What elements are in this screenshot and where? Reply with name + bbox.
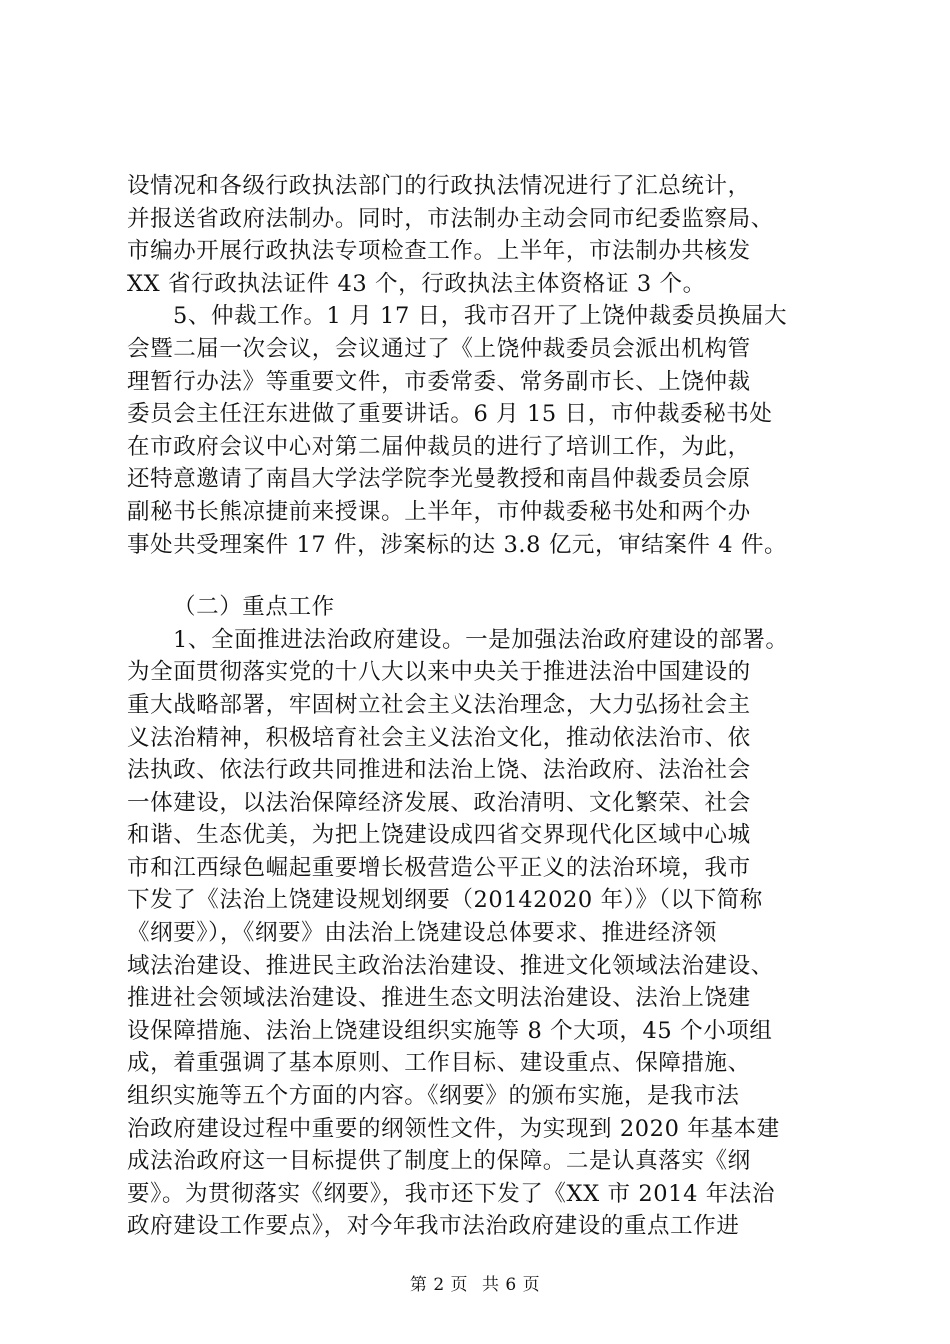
text-line: 成，着重强调了基本原则、工作目标、建设重点、保障措施、 (127, 1050, 751, 1077)
text-line: 要》。为贯彻落实《纲要》，我市还下发了《XX 市 2014 年法治 (127, 1180, 776, 1207)
paragraph-arbitration (127, 300, 827, 561)
section-heading: （二）重点工作 (173, 594, 335, 621)
text-line: 域法治建设、推进民主政治法治建设、推进文化领域法治建设、 (127, 952, 774, 979)
text-line: 并报送省政府法制办。同时，市法制办主动会同市纪委监察局、 (127, 205, 774, 232)
text-line: 理暂行办法》等重要文件，市委常委、常务副市长、上饶仲裁 (127, 368, 751, 395)
text-line: 在市政府会议中心对第二届仲裁员的进行了培训工作，为此， (127, 433, 751, 460)
text-line: XX 省行政执法证件 43 个，行政执法主体资格证 3 个。 (127, 270, 706, 297)
text-line: 设保障措施、法治上饶建设组织实施等 8 个大项，45 个小项组 (127, 1017, 773, 1044)
text-line: 组织实施等五个方面的内容。《纲要》的颁布实施，是我市法 (127, 1083, 740, 1110)
paragraph-spacer (127, 561, 827, 591)
text-line: 会暨二届一次会议，会议通过了《上饶仲裁委员会派出机构管 (127, 335, 751, 362)
text-line: 和谐、生态优美，为把上饶建设成四省交界现代化区域中心城 (127, 822, 751, 849)
text-line: 《纲要》），《纲要》由法治上饶建设总体要求、推进经济领 (127, 920, 717, 947)
text-line: 推进社会领域法治建设、推进生态文明法治建设、法治上饶建 (127, 985, 751, 1012)
text-line: 市和江西绿色崛起重要增长极营造公平正义的法治环境，我市 (127, 854, 751, 881)
text-line: 治政府建设过程中重要的纲领性文件，为实现到 2020 年基本建 (127, 1115, 780, 1142)
text-line: 事处共受理案件 17 件，涉案标的达 3.8 亿元，审结案件 4 件。 (127, 531, 788, 558)
text-line: 下发了《法治上饶建设规划纲要（20142020 年）》（以下简称 (127, 887, 763, 914)
paragraph-continuation (127, 170, 827, 300)
text-line: 设情况和各级行政执法部门的行政执法情况进行了汇总统计， (127, 173, 751, 199)
text-line: 还特意邀请了南昌大学法学院李光曼教授和南昌仲裁委员会原 (127, 466, 751, 493)
text-line: 市编办开展行政执法专项检查工作。上半年，市法制办共核发 (127, 238, 751, 265)
text-line: 一体建设，以法治保障经济发展、政治清明、文化繁荣、社会 (127, 789, 751, 816)
text-line: 副秘书长熊凉捷前来授课。上半年，市仲裁委秘书处和两个办 (127, 498, 751, 525)
text-line: 政府建设工作要点》，对今年我市法治政府建设的重点工作进 (127, 1213, 740, 1240)
text-line: 委员会主任汪东进做了重要讲话。6 月 15 日，市仲裁委秘书处 (127, 401, 773, 428)
text-line: 成法治政府这一目标提供了制度上的保障。二是认真落实《纲 (127, 1148, 751, 1175)
text-line: 1、全面推进法治政府建设。一是加强法治政府建设的部署。 (173, 626, 789, 653)
paragraph-key-work (127, 624, 827, 1243)
page-total: 共 6 页 (481, 1275, 541, 1295)
text-line: 5、仲裁工作。1 月 17 日，我市召开了上饶仲裁委员换届大 (173, 303, 788, 330)
page-footer (0, 1270, 950, 1295)
page-number: 第 2 页 (409, 1275, 469, 1295)
text-line: 法执政、依法行政共同推进和法治上饶、法治政府、法治社会 (127, 757, 751, 784)
text-line: 义法治精神，积极培育社会主义法治文化，推动依法治市、依 (127, 724, 751, 751)
text-line: 重大战略部署，牢固树立社会主义法治理念，大力弘扬社会主 (127, 691, 751, 718)
text-line: 为全面贯彻落实党的十八大以来中央关于推进法治中国建设的 (127, 659, 751, 686)
document-body (127, 170, 827, 1243)
